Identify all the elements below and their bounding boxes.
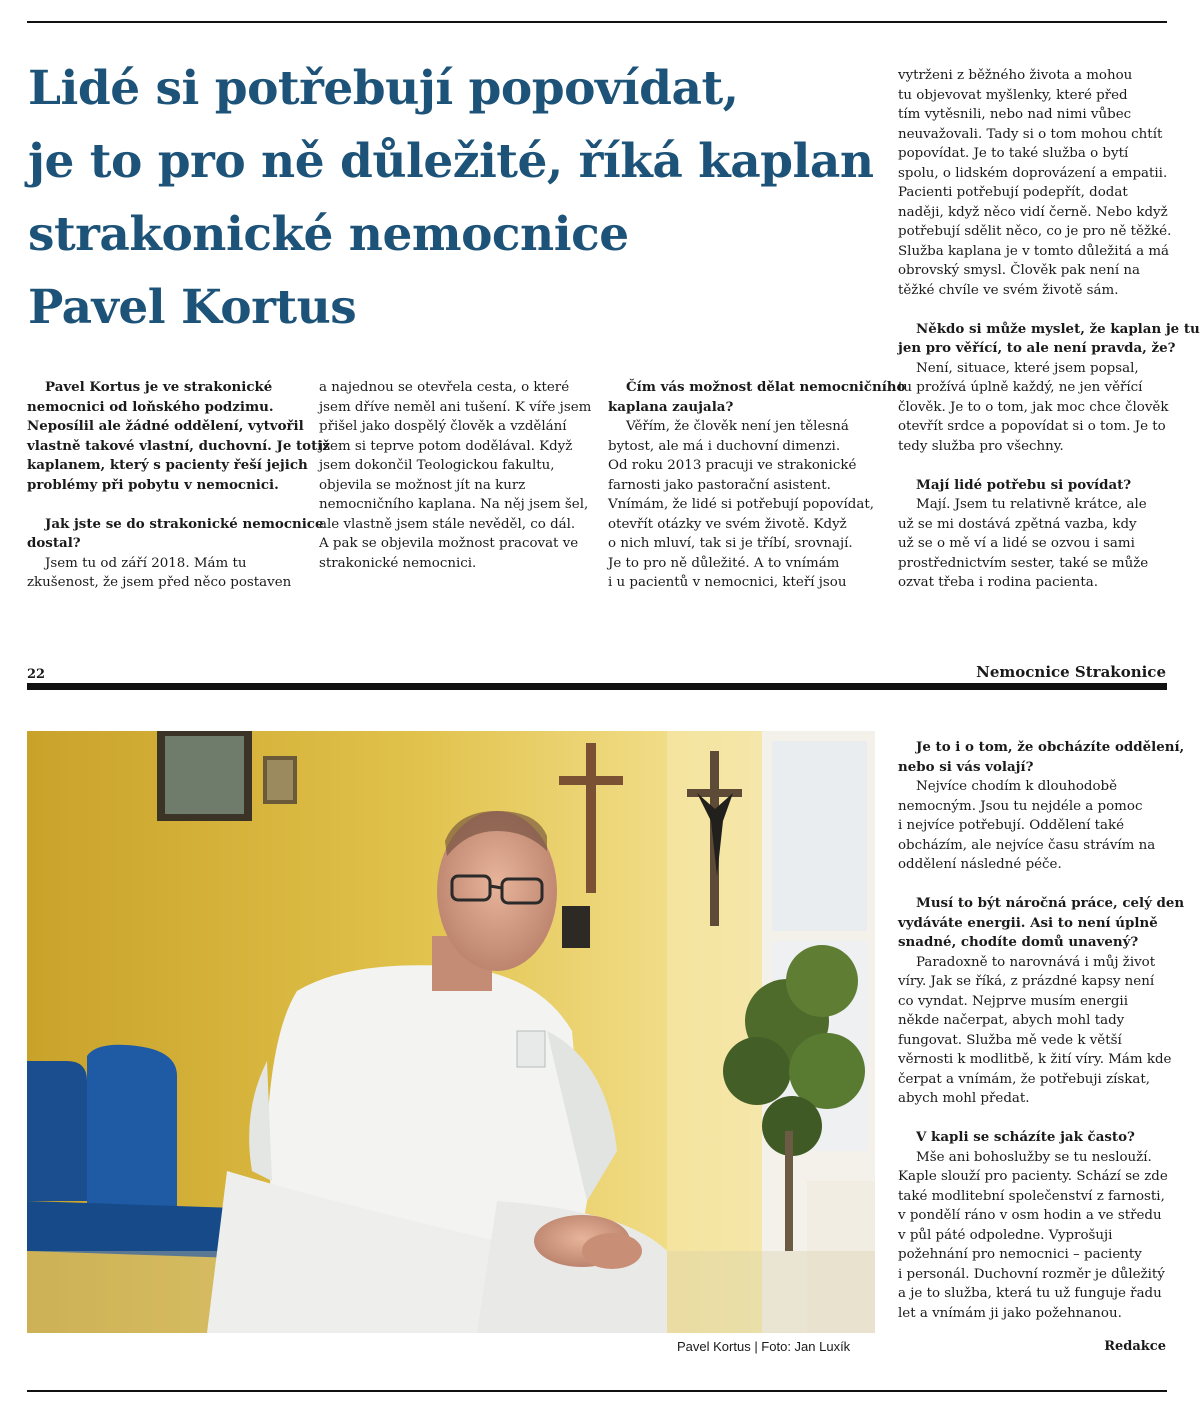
answer-line: potřebují sdělit něco, co je pro ně těžké.: [898, 224, 1172, 239]
question-line: vydáváte energii. Asi to není úplně: [898, 914, 1158, 931]
question-line: jen pro věřící, to ale není pravda, že?: [898, 340, 1176, 356]
answer-line: už se o mě ví a lidé se ozvou i sami: [898, 536, 1135, 551]
answer-line: víry. Jak se říká, z prázdné kapsy není: [898, 974, 1155, 989]
answer-line: neuvažovali. Tady si o tom mohou chtít: [898, 126, 1163, 142]
page-number: 22: [27, 667, 46, 682]
footer-rule: [27, 683, 1167, 690]
answer-line: tu prožívá úplně každý, ne jen věřící: [898, 380, 1143, 395]
answer-line: farnosti jako pastorační asistent.: [608, 477, 831, 493]
answer-line: požehnání pro nemocnici – pacienty: [898, 1247, 1142, 1262]
magazine-name: Nemocnice Strakonice: [976, 663, 1166, 681]
title-line: Lidé si potřebují popovídat,: [28, 61, 739, 116]
text-column-4: [898, 66, 1200, 593]
answer-line: jsem dříve neměl ani tušení. K víře jsem: [319, 399, 592, 415]
question-line: Jak jste se do strakonické nemocnice: [45, 515, 324, 532]
lead-line: Pavel Kortus je ve strakonické: [45, 379, 273, 395]
answer-line: obcházím, ale nejvíce času strávím na: [898, 837, 1156, 853]
answer-line: člověk. Je to o tom, jak moc chce člověk: [898, 399, 1169, 415]
question-line: V kapli se scházíte jak často?: [916, 1129, 1135, 1145]
answer-line: popovídat. Je to také služba o bytí: [898, 146, 1129, 161]
answer-line: Vnímám, že lidé si potřebují popovídat,: [608, 497, 874, 512]
answer-line: a je to služba, která tu už funguje řadu: [898, 1286, 1162, 1301]
answer-line: A pak se objevila možnost pracovat ve: [319, 536, 579, 551]
answer-line: tu objevovat myšlenky, které před: [898, 87, 1128, 103]
answer-line: otevřít srdce a popovídat si o tom. Je to: [898, 419, 1166, 434]
answer-line: někde načerpat, abych mohl tady: [898, 1013, 1125, 1028]
question-line: dostal?: [27, 535, 81, 551]
question-line: Mají lidé potřebu si povídat?: [916, 476, 1132, 493]
answer-line: tedy služba pro všechny.: [898, 438, 1064, 454]
answer-line: jsem si teprve potom dodělával. Když: [319, 438, 573, 454]
answer-line: Nejvíce chodím k dlouhodobě: [916, 779, 1118, 794]
answer-line: v pondělí ráno v osm hodin a ve středu: [898, 1208, 1162, 1223]
answer-line: nemocničního kaplana. Na něj jsem šel,: [319, 497, 589, 512]
answer-line: Není, situace, které jsem popsal,: [916, 360, 1139, 376]
answer-line: co vyndat. Nejprve musím energii: [898, 993, 1128, 1009]
answer-line: i u pacientů v nemocnici, kteří jsou: [608, 575, 847, 590]
bottom-rule: [27, 1390, 1167, 1392]
answer-line: vytrženi z běžného života a mohou: [898, 68, 1133, 83]
question-line: kaplana zaujala?: [608, 398, 734, 415]
answer-line: těžké chvíle ve svém životě sám.: [898, 282, 1119, 298]
title-line: je to pro ně důležité, říká kaplan: [28, 134, 874, 189]
answer-line: i nejvíce potřebují. Oddělení také: [898, 818, 1125, 833]
text-column-3: [608, 378, 905, 593]
lead-line: Neposílil ale žádné oddělení, vytvořil: [27, 418, 304, 434]
answer-line: Věřím, že člověk není jen tělesná: [626, 419, 849, 434]
answer-line: naději, když něco vidí černě. Nebo když: [898, 204, 1168, 220]
question-line: Někdo si může myslet, že kaplan je tu: [916, 320, 1200, 337]
answer-line: spolu, o lidském doprovázení a empatii.: [898, 165, 1168, 181]
lead-line: nemocnici od loňského podzimu.: [27, 398, 274, 415]
answer-line: let a vnímám ji jako požehnanou.: [898, 1305, 1122, 1321]
answer-line: Jsem tu od září 2018. Mám tu: [45, 555, 247, 571]
answer-line: obrovský smysl. Člověk pak není na: [898, 263, 1140, 278]
answer-line: jsem dokončil Teologickou fakultu,: [319, 458, 555, 473]
question-line: snadné, chodíte domů unavený?: [898, 934, 1139, 950]
answer-line: v půl páté odpoledne. Vyprošuji: [898, 1227, 1113, 1243]
answer-line: Pacienti potřebují podepřít, dodat: [898, 185, 1128, 200]
title-line: Pavel Kortus: [28, 280, 357, 335]
question-line: Je to i o tom, že obcházíte oddělení,: [916, 739, 1185, 755]
question-line: nebo si vás volají?: [898, 758, 1034, 775]
answer-line: a najednou se otevřela cesta, o které: [319, 380, 570, 395]
answer-line: nemocným. Jsou tu nejdéle a pomoc: [898, 798, 1143, 814]
answer-line: otevřít otázky ve svém životě. Když: [608, 516, 847, 532]
lead-line: problémy při pobytu v nemocnici.: [27, 476, 279, 493]
answer-line: fungovat. Služba mě vede k větší: [898, 1032, 1122, 1048]
answer-line: strakonické nemocnici.: [319, 555, 477, 571]
answer-line: objevila se možnost jít na kurz: [319, 477, 526, 493]
answer-line: Kaple slouží pro pacienty. Schází se zde: [898, 1169, 1168, 1184]
answer-line: Mají. Jsem tu relativně krátce, ale: [916, 497, 1147, 512]
answer-line: bytost, ale má i duchovní dimenzi.: [608, 438, 841, 454]
answer-line: Paradoxně to narovnává i můj život: [916, 954, 1156, 970]
text-column-1: [27, 378, 330, 593]
top-rule: [27, 21, 1167, 23]
answer-line: i personál. Duchovní rozměr je důležitý: [898, 1266, 1165, 1282]
answer-line: věrnosti k modlitbě, k žití víry. Mám kde: [898, 1052, 1172, 1067]
answer-line: Od roku 2013 pracuji ve strakonické: [608, 458, 857, 473]
answer-line: o nich mluví, tak si je tříbí, srovnají.: [608, 536, 853, 551]
lead-line: kaplanem, který s pacienty řeší jejich: [27, 457, 308, 473]
answer-line: Mše ani bohoslužby se tu neslouží.: [916, 1149, 1152, 1165]
answer-line: čerpat a vnímám, že potřebuji získat,: [898, 1071, 1151, 1087]
answer-line: už se mi dostává zpětná vazba, kdy: [898, 516, 1137, 532]
answer-line: tím vytěsnili, nebo nad nimi vůbec: [898, 107, 1132, 122]
article-title: [28, 52, 888, 344]
answer-line: ale vlastně jsem stále nevěděl, co dál.: [319, 516, 576, 532]
answer-line: přišel jako dospělý člověk a vzdělání: [319, 419, 567, 434]
portrait-photo: [27, 731, 875, 1333]
answer-line: Služba kaplana je v tomto důležitá a má: [898, 243, 1170, 259]
question-line: Čím vás možnost dělat nemocničního: [626, 379, 906, 395]
answer-line: také modlitební společenství z farnosti,: [898, 1188, 1165, 1204]
question-line: Musí to být náročná práce, celý den: [916, 895, 1185, 911]
answer-line: ozvat třeba i rodina pacienta.: [898, 575, 1099, 590]
text-column-right: [898, 738, 1184, 1323]
answer-line: prostřednictvím sester, také se může: [898, 555, 1149, 571]
text-column-2: [319, 378, 591, 573]
lead-line: vlastně takové vlastní, duchovní. Je totiž: [27, 437, 330, 454]
title-line: strakonické nemocnice: [28, 207, 629, 262]
photo-caption: Pavel Kortus | Foto: Jan Luxík: [677, 1339, 851, 1354]
answer-line: oddělení následné péče.: [898, 857, 1062, 872]
answer-line: Je to pro ně důležité. A to vnímám: [608, 555, 840, 571]
answer-line: zkušenost, že jsem před něco postaven: [27, 575, 292, 590]
answer-line: abych mohl předat.: [898, 1091, 1030, 1106]
author-signature: Redakce: [1104, 1339, 1166, 1354]
